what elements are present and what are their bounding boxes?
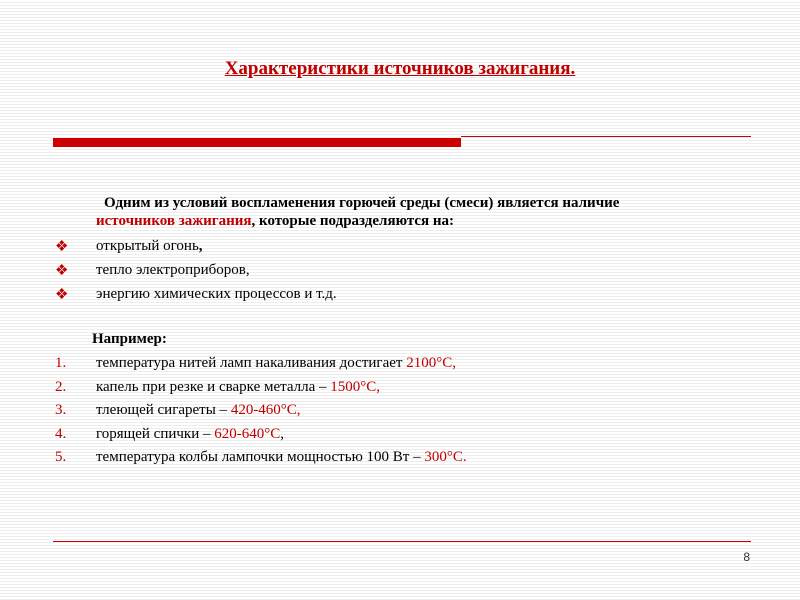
page-number: 8 [743,550,750,564]
list-item-text: температура нитей ламп накаливания достигает [96,355,407,371]
list-item [96,379,380,396]
list-item-text: капель при резке и сварке металла – [96,379,331,395]
list-item [96,355,456,372]
diamond-bullet-icon: ❖ [55,287,69,303]
list-number: 3. [55,402,67,418]
bullet-item: энергию химических процессов и т.д. [96,286,337,302]
list-item [96,402,301,419]
bullet-text: открытый огонь [96,238,199,254]
list-number: 5. [55,449,67,465]
intro-line-1 [104,195,619,212]
list-number: 4. [55,426,67,442]
footer-rule [53,541,751,542]
intro-text: Одним из условий воспламенения горючей среды (смеси) является наличие [104,195,620,211]
list-item-text: горящей спички – [96,426,215,442]
list-item [96,449,467,466]
list-item-value: 420-460°С, [230,402,301,418]
diamond-bullet-icon: ❖ [55,239,69,255]
examples-heading: Например: [92,331,167,347]
list-item-suffix: , [280,426,284,442]
list-item [96,426,284,443]
intro-line-2 [96,213,454,230]
bullet-item [96,238,203,255]
list-number: 1. [55,355,67,371]
list-item-text: тлеющей сигареты – [96,402,231,418]
list-item-value: 300°С. [424,449,467,465]
list-item-text: температура колбы лампочки мощностью 100 Вт – [96,449,425,465]
list-number: 2. [55,379,67,395]
slide-title: Характеристики источников зажигания. [224,58,576,79]
list-item-value: 1500°С, [330,379,381,395]
diamond-bullet-icon: ❖ [55,263,69,279]
bullet-item: тепло электроприборов, [96,262,250,278]
intro-rest: , которые подразделяются на: [251,213,455,229]
bullet-suffix: , [198,238,203,254]
intro-highlight: источников зажигания [96,213,252,229]
list-item-value: 2100°С, [406,355,456,371]
list-item-value: 620-640°С [214,426,281,442]
